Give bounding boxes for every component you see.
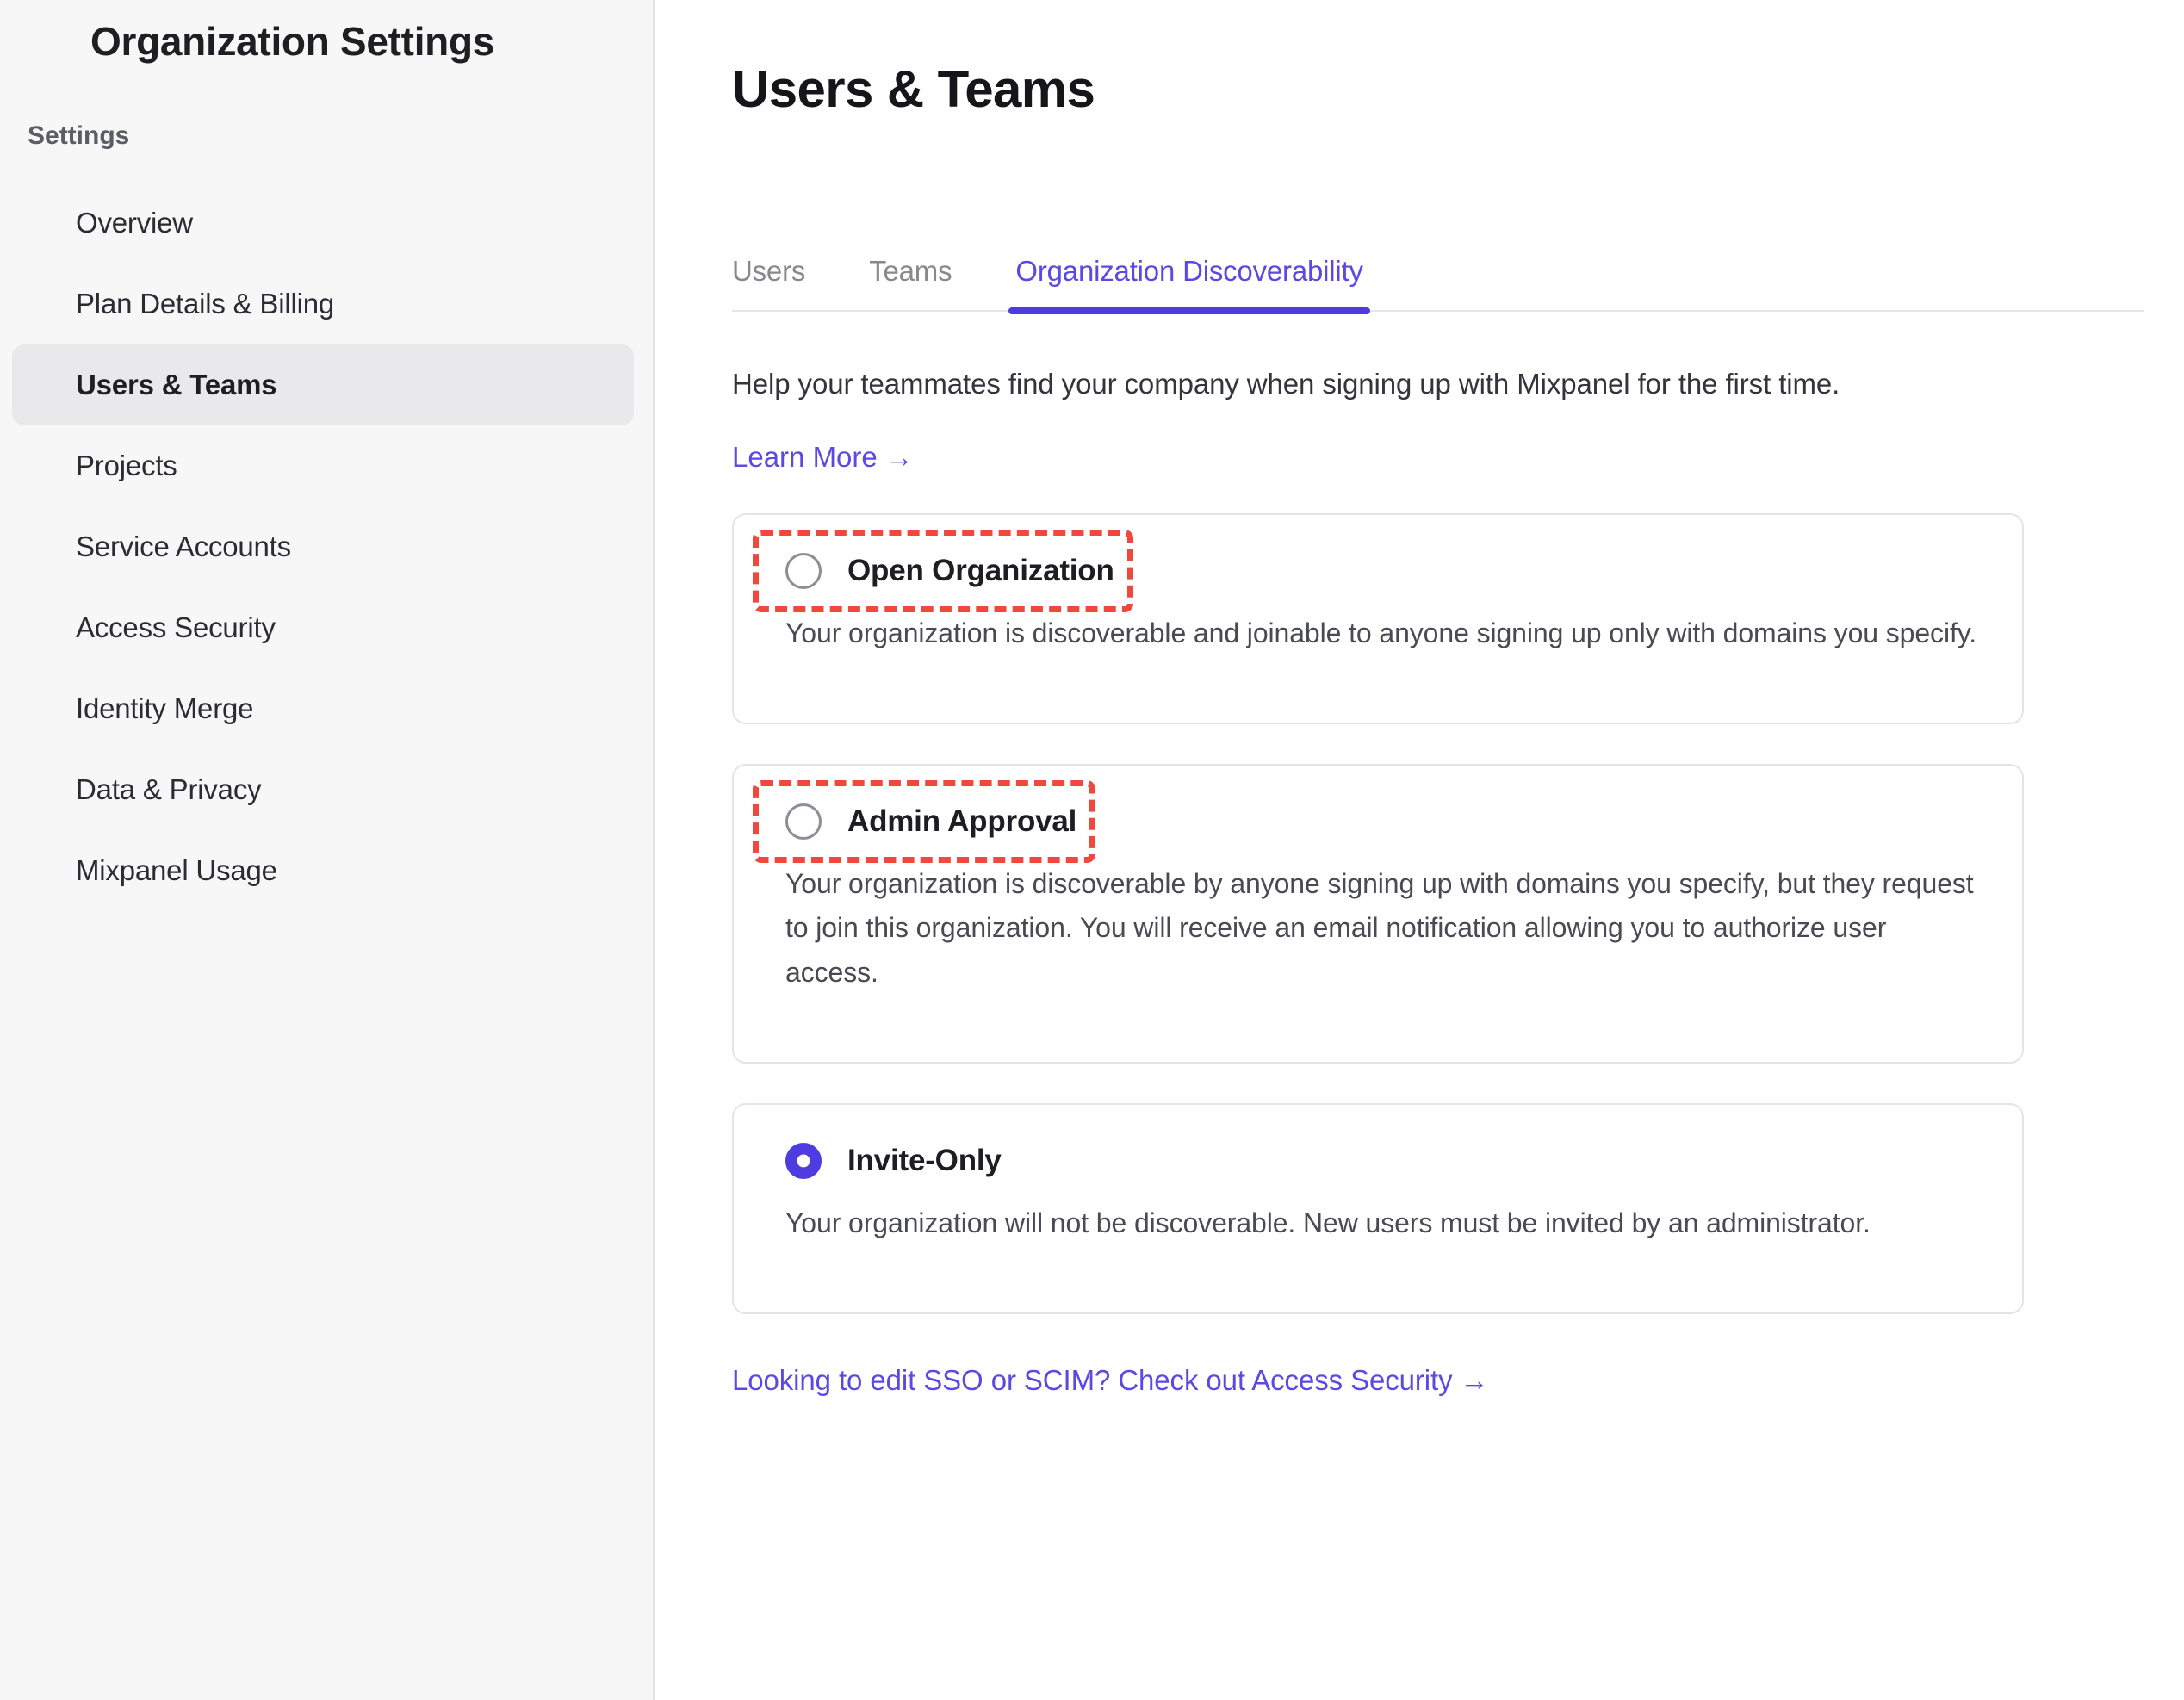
sidebar-nav [0,183,653,911]
sidebar-item-projects[interactable] [12,425,634,506]
sidebar-item-data-privacy[interactable] [12,749,634,830]
sidebar-item-service-accounts[interactable] [12,506,634,587]
radio-invite-only[interactable] [785,1143,822,1179]
option-description-admin-approval: Your organization is discoverable by anyone signing up with domains you specify, but they request to join this organization. You will receive an email notification allowing you to authorize user access. [785,868,1974,988]
option-label-invite-only: Invite-Only [847,1143,1002,1177]
tab-users[interactable] [732,255,805,310]
sidebar-item-label: Service Accounts [76,530,291,562]
sidebar-item-label: Data & Privacy [76,772,262,805]
page-title: Users & Teams [732,60,1095,119]
sidebar-item-identity-merge[interactable] [12,668,634,749]
access-security-link[interactable]: Looking to edit SSO or SCIM? Check out Access Security → [732,1363,1489,1396]
option-label-open-organization: Open Organization [847,554,1114,588]
tab-label: Organization Discoverability [1015,255,1363,288]
option-description-open-organization: Your organization is discoverable and joinable to anyone signing up only with domains you specify. [785,617,1977,649]
main-content [655,0,2184,1700]
sidebar [0,0,655,1700]
option-card-open-organization[interactable] [732,513,2024,724]
sidebar-title: Organization Settings [90,19,495,64]
sidebar-item-label: Overview [76,206,193,239]
tab-label: Teams [869,255,952,288]
tab-bar [732,229,2144,312]
sidebar-item-label: Plan Details & Billing [76,287,335,320]
sidebar-item-label: Mixpanel Usage [76,853,277,886]
learn-more-link[interactable]: Learn More → [732,441,914,474]
sidebar-item-users-teams[interactable] [12,344,634,425]
sidebar-item-overview[interactable] [12,183,634,264]
option-card-invite-only[interactable] [732,1103,2024,1314]
sidebar-item-mixpanel-usage[interactable] [12,830,634,911]
sidebar-item-label: Users & Teams [76,368,277,400]
tab-teams[interactable] [869,255,952,310]
option-header-open-organization [785,553,1114,589]
tab-label: Users [732,255,806,288]
option-header-admin-approval [785,803,1076,840]
tab-organization-discoverability[interactable] [1015,255,1362,310]
sidebar-item-label: Access Security [76,611,276,643]
intro-text: Help your teammates find your company when signing up with Mixpanel for the first time. [732,368,1840,400]
radio-admin-approval[interactable] [785,803,822,840]
radio-open-organization[interactable] [785,553,822,589]
option-description-invite-only: Your organization will not be discoverable. New users must be invited by an administrator. [785,1207,1871,1238]
sidebar-section-label: Settings [28,121,130,150]
sidebar-item-label: Identity Merge [76,692,254,724]
option-card-admin-approval[interactable] [732,764,2024,1064]
sidebar-item-label: Projects [76,449,177,481]
option-header-invite-only [785,1143,1002,1179]
sidebar-item-access-security[interactable] [12,587,634,668]
option-label-admin-approval: Admin Approval [847,804,1077,839]
sidebar-item-plan-details-billing[interactable] [12,264,634,344]
